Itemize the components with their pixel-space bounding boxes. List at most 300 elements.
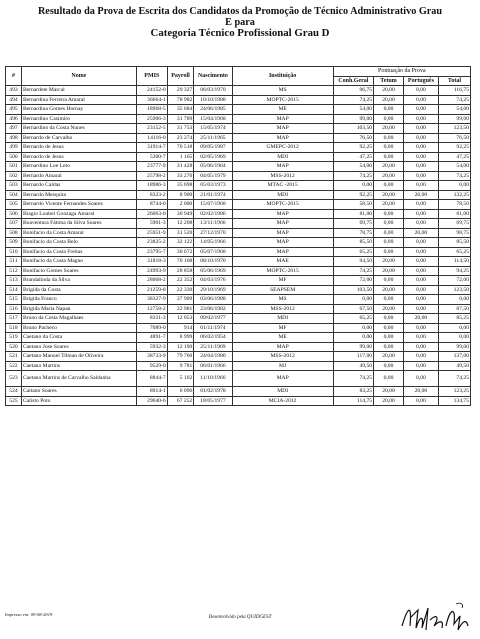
institution: MAP: [232, 209, 333, 219]
birth-date: 05/07/1968: [194, 247, 232, 257]
candidate-name: Bernardete Marcal: [21, 86, 136, 96]
signature-icon: [398, 596, 472, 636]
candidate-name: Brigida da Costa: [21, 285, 136, 295]
birth-date: 23/06/1982: [194, 304, 232, 314]
candidate-name: Calisto Poto: [21, 396, 136, 406]
candidate-name: Biagio Loubel Gonzaga Amaral: [21, 209, 136, 219]
institution: MOPTC-2015: [232, 95, 333, 105]
row-number: 509: [6, 238, 22, 248]
birth-date: 06/01/1966: [194, 361, 232, 371]
score-conh-geral: 47,25: [333, 152, 373, 162]
score-conh-geral: 0,00: [333, 181, 373, 191]
row-number: 493: [6, 86, 22, 96]
score-tetum: 0,00: [374, 238, 404, 248]
institution: MAP: [232, 342, 333, 352]
score-conh-geral: 49,50: [333, 361, 373, 371]
row-number: 507: [6, 219, 22, 229]
score-portugues: 0,00: [403, 361, 438, 371]
row-number: 498: [6, 133, 22, 143]
score-tetum: 0,00: [374, 209, 404, 219]
birth-date: 11/10/1966: [194, 371, 232, 387]
candidate-name: Bernardo de Jesus: [21, 152, 136, 162]
score-tetum: 20,00: [374, 266, 404, 276]
score-conh-geral: 114,75: [333, 396, 373, 406]
score-portugues: 0,00: [403, 342, 438, 352]
header-nome: Nome: [21, 67, 136, 86]
pmis-code: 28068-2: [136, 276, 167, 286]
score-tetum: 20,00: [374, 396, 404, 406]
header-nascimento: Nascimento: [194, 67, 232, 86]
score-conh-geral: 92,25: [333, 143, 373, 153]
table-row: [6, 86, 471, 96]
score-portugues: 0,00: [403, 133, 438, 143]
pmis-code: 14116-0: [136, 133, 167, 143]
table-row: [6, 304, 471, 314]
payroll-number: 5 102: [167, 371, 194, 387]
score-total: 0,00: [438, 181, 470, 191]
pmis-code: 38327-9: [136, 295, 167, 305]
institution: MAP: [232, 162, 333, 172]
score-total: 74,25: [438, 171, 470, 181]
score-tetum: 0,00: [374, 295, 404, 305]
birth-date: 06/02/1954: [194, 333, 232, 343]
candidate-name: Bernardina Gomes Hornay: [21, 105, 136, 115]
institution: MS: [232, 86, 333, 96]
row-number: 514: [6, 285, 22, 295]
score-conh-geral: 76,50: [333, 133, 373, 143]
institution: MSS-2012: [232, 171, 333, 181]
score-tetum: 20,00: [374, 200, 404, 210]
candidate-name: Bernardo de Carvalho: [21, 133, 136, 143]
score-total: 49,50: [438, 361, 470, 371]
row-number: 495: [6, 105, 22, 115]
table-row: [6, 219, 471, 229]
header-payroll: Payroll: [167, 67, 194, 86]
pmis-code: 4891-7: [136, 333, 167, 343]
institution: MF: [232, 276, 333, 286]
score-portugues: 0,00: [403, 219, 438, 229]
institution: ME: [232, 105, 333, 115]
score-conh-geral: 0,00: [333, 323, 373, 333]
row-number: 513: [6, 276, 22, 286]
birth-date: 04/03/1976: [194, 276, 232, 286]
row-number: 522: [6, 361, 22, 371]
candidate-name: Caitano Soares: [21, 387, 136, 397]
pmis-code: 25906-3: [136, 114, 167, 124]
row-number: 499: [6, 143, 22, 153]
payroll-number: 28 858: [167, 266, 194, 276]
pmis-code: 31914-7: [136, 143, 167, 153]
score-total: 65,25: [438, 247, 470, 257]
row-number: 516: [6, 304, 22, 314]
score-conh-geral: 103,50: [333, 285, 373, 295]
payroll-number: 70 168: [167, 257, 194, 267]
birth-date: 06/03/1970: [194, 86, 232, 96]
payroll-number: 8 900: [167, 190, 194, 200]
score-tetum: 20,00: [374, 190, 404, 200]
score-conh-geral: 103,50: [333, 124, 373, 134]
institution: MAP: [232, 124, 333, 134]
score-portugues: 0,00: [403, 181, 438, 191]
candidate-name: Bruno Pacheco: [21, 323, 136, 333]
birth-date: 25/11/1969: [194, 342, 232, 352]
score-portugues: 0,00: [403, 238, 438, 248]
score-portugues: 20,00: [403, 190, 438, 200]
score-conh-geral: 74,25: [333, 95, 373, 105]
score-portugues: 0,00: [403, 352, 438, 362]
score-tetum: 0,00: [374, 181, 404, 191]
header-pmis: PMIS: [136, 67, 167, 86]
pmis-code: 7089-0: [136, 323, 167, 333]
birth-date: 05/06/1969: [194, 266, 232, 276]
payroll-number: 79 760: [167, 352, 194, 362]
birth-date: 27/12/1970: [194, 228, 232, 238]
table-row: [6, 371, 471, 387]
row-number: 515: [6, 295, 22, 305]
pmis-code: 24993-9: [136, 266, 167, 276]
payroll-number: 30 949: [167, 209, 194, 219]
score-total: 92,25: [438, 143, 470, 153]
score-conh-geral: 99,00: [333, 114, 373, 124]
score-portugues: 0,00: [403, 276, 438, 286]
payroll-number: 8 999: [167, 333, 194, 343]
results-table: [5, 66, 471, 406]
row-number: 523: [6, 371, 22, 387]
score-tetum: 20,00: [374, 95, 404, 105]
score-tetum: 20,00: [374, 257, 404, 267]
score-portugues: 0,00: [403, 285, 438, 295]
score-conh-geral: 92,25: [333, 190, 373, 200]
pmis-code: 5300-7: [136, 152, 167, 162]
payroll-number: 29 327: [167, 86, 194, 96]
score-total: 47,25: [438, 152, 470, 162]
score-tetum: 20,00: [374, 171, 404, 181]
candidate-name: Caetano Jose Soares: [21, 342, 136, 352]
score-total: 74,25: [438, 95, 470, 105]
payroll-number: 22 352: [167, 276, 194, 286]
table-row: [6, 162, 471, 172]
table-row: [6, 333, 471, 343]
score-tetum: 0,00: [374, 219, 404, 229]
payroll-number: 78 982: [167, 95, 194, 105]
score-tetum: 20,00: [374, 86, 404, 96]
score-portugues: 20,00: [403, 228, 438, 238]
payroll-number: 6 096: [167, 387, 194, 397]
score-total: 69,75: [438, 219, 470, 229]
score-total: 0,00: [438, 295, 470, 305]
institution: MAP: [232, 133, 333, 143]
score-tetum: 20,00: [374, 124, 404, 134]
table-row: [6, 200, 471, 210]
score-portugues: 0,00: [403, 114, 438, 124]
birth-date: 05/06/1964: [194, 162, 232, 172]
score-total: 99,00: [438, 114, 470, 124]
score-tetum: 0,00: [374, 228, 404, 238]
score-portugues: 0,00: [403, 209, 438, 219]
birth-date: 09/05/1987: [194, 143, 232, 153]
birth-date: 29/10/1969: [194, 285, 232, 295]
candidate-name: Bonifacio da Costa Amaral: [21, 228, 136, 238]
birth-date: 03/06/1988: [194, 295, 232, 305]
pmis-code: 8744-0: [136, 200, 167, 210]
score-conh-geral: 96,75: [333, 86, 373, 96]
table-row: [6, 190, 471, 200]
table-row: [6, 387, 471, 397]
header-conh-geral: Conh.Geral: [333, 76, 373, 86]
birth-date: 24/06/1985: [194, 105, 232, 115]
header-portugues: Português: [403, 76, 438, 86]
table-row: [6, 114, 471, 124]
score-conh-geral: 54,00: [333, 162, 373, 172]
pmis-code: 23825-2: [136, 238, 167, 248]
table-row: [6, 285, 471, 295]
table-row: [6, 396, 471, 406]
score-tetum: 0,00: [374, 314, 404, 324]
header-pontuacao: Pontuação da Prova: [333, 67, 470, 77]
institution: MSS-2012: [232, 352, 333, 362]
payroll-number: 30 672: [167, 247, 194, 257]
row-number: 512: [6, 266, 22, 276]
table-row: [6, 105, 471, 115]
score-tetum: 0,00: [374, 371, 404, 387]
score-portugues: 0,00: [403, 323, 438, 333]
row-number: 494: [6, 95, 22, 105]
score-tetum: 0,00: [374, 143, 404, 153]
institution: GMEPC-2012: [232, 143, 333, 153]
pmis-code: 29640-6: [136, 396, 167, 406]
birth-date: 15/05/1974: [194, 124, 232, 134]
candidate-name: Bonifacio da Costa Magno: [21, 257, 136, 267]
score-portugues: 0,00: [403, 257, 438, 267]
candidate-name: Brandalinda da Silva: [21, 276, 136, 286]
score-conh-geral: 0,00: [333, 333, 373, 343]
birth-date: 09/02/1977: [194, 314, 232, 324]
payroll-number: 32 122: [167, 238, 194, 248]
birth-date: 10/10/1988: [194, 95, 232, 105]
score-conh-geral: 81,00: [333, 209, 373, 219]
candidate-name: Bernardo Mesquita: [21, 190, 136, 200]
score-conh-geral: 65,25: [333, 314, 373, 324]
developer-credit: Desenvolvido pela QUIDGEST: [208, 615, 272, 620]
table-row: [6, 133, 471, 143]
payroll-number: 22 330: [167, 285, 194, 295]
institution: MAP: [232, 114, 333, 124]
score-conh-geral: 69,75: [333, 219, 373, 229]
pmis-code: 23795-7: [136, 247, 167, 257]
institution: ME: [232, 333, 333, 343]
candidate-name: Caetano Martins de Carvalho Saldanha: [21, 371, 136, 387]
institution: MDI: [232, 152, 333, 162]
row-number: 517: [6, 314, 22, 324]
score-portugues: 20,00: [403, 387, 438, 397]
candidate-name: Bernardino da Costa Nunes: [21, 124, 136, 134]
score-tetum: 0,00: [374, 247, 404, 257]
score-tetum: 20,00: [374, 162, 404, 172]
payroll-number: 23 274: [167, 133, 194, 143]
institution: MOPTC-2015: [232, 200, 333, 210]
score-conh-geral: 0,00: [333, 295, 373, 305]
row-number: 504: [6, 190, 22, 200]
row-number: 524: [6, 387, 22, 397]
row-number: 508: [6, 228, 22, 238]
row-number: 496: [6, 114, 22, 124]
payroll-number: 9 781: [167, 361, 194, 371]
institution: MDI: [232, 314, 333, 324]
row-number: 521: [6, 352, 22, 362]
payroll-number: 33 270: [167, 171, 194, 181]
candidate-name: Bernardina Ferreira Amaral: [21, 95, 136, 105]
score-portugues: 0,00: [403, 105, 438, 115]
institution: MAP: [232, 219, 333, 229]
payroll-number: 31 428: [167, 162, 194, 172]
candidate-name: Bruno da Costa Magalhaes: [21, 314, 136, 324]
score-conh-geral: 117,00: [333, 352, 373, 362]
payroll-number: 12 053: [167, 314, 194, 324]
score-total: 72,00: [438, 276, 470, 286]
score-total: 123,50: [438, 124, 470, 134]
score-total: 85,50: [438, 238, 470, 248]
payroll-number: 1 165: [167, 152, 194, 162]
score-tetum: 0,00: [374, 152, 404, 162]
table-row: [6, 181, 471, 191]
institution: MAE: [232, 257, 333, 267]
pmis-code: 8331-3: [136, 314, 167, 324]
pmis-code: 31818-3: [136, 257, 167, 267]
score-conh-geral: 78,75: [333, 228, 373, 238]
score-total: 81,00: [438, 209, 470, 219]
score-conh-geral: 72,00: [333, 276, 373, 286]
row-number: 519: [6, 333, 22, 343]
score-total: 137,00: [438, 352, 470, 362]
table-row: [6, 124, 471, 134]
payroll-number: 22 981: [167, 304, 194, 314]
table-row: [6, 143, 471, 153]
score-total: 132,25: [438, 190, 470, 200]
score-tetum: 0,00: [374, 105, 404, 115]
score-conh-geral: 83,25: [333, 387, 373, 397]
score-total: 99,00: [438, 342, 470, 352]
category-title: Categoria Técnico Profissional Grau D: [150, 27, 330, 39]
score-total: 94,25: [438, 266, 470, 276]
pmis-code: 24152-0: [136, 86, 167, 96]
row-number: 502: [6, 171, 22, 181]
pmis-code: 18968-5: [136, 105, 167, 115]
birth-date: 25/11/1965: [194, 133, 232, 143]
table-row: [6, 152, 471, 162]
score-tetum: 0,00: [374, 333, 404, 343]
score-total: 85,25: [438, 314, 470, 324]
header-num: #: [6, 67, 22, 86]
birth-date: 14/05/1966: [194, 238, 232, 248]
table-row: [6, 323, 471, 333]
score-portugues: 0,00: [403, 371, 438, 387]
row-number: 510: [6, 247, 22, 257]
pmis-code: 5932-3: [136, 342, 167, 352]
pmis-code: 23152-5: [136, 124, 167, 134]
candidate-name: Bonifacio Gomes Soares: [21, 266, 136, 276]
table-row: [6, 342, 471, 352]
score-conh-geral: 67,50: [333, 304, 373, 314]
score-tetum: 20,00: [374, 387, 404, 397]
payroll-number: 31 520: [167, 228, 194, 238]
payroll-number: 12 190: [167, 342, 194, 352]
birth-date: 21/01/1974: [194, 190, 232, 200]
payroll-number: 67 252: [167, 396, 194, 406]
birth-date: 15/04/1968: [194, 114, 232, 124]
row-number: 500: [6, 152, 22, 162]
table-row: [6, 238, 471, 248]
candidate-name: Bernardo Amaral: [21, 171, 136, 181]
score-portugues: 0,00: [403, 162, 438, 172]
institution: MAP: [232, 238, 333, 248]
payroll-number: 70 518: [167, 143, 194, 153]
score-portugues: 0,00: [403, 266, 438, 276]
pmis-code: 26063-0: [136, 209, 167, 219]
pmis-code: 8844-7: [136, 371, 167, 387]
table-row: [6, 276, 471, 286]
score-portugues: 0,00: [403, 171, 438, 181]
score-portugues: 0,00: [403, 200, 438, 210]
score-conh-geral: 58,50: [333, 200, 373, 210]
payroll-number: 35 684: [167, 105, 194, 115]
payroll-number: 914: [167, 323, 194, 333]
score-portugues: 20,00: [403, 314, 438, 324]
candidate-name: Bernardo de Jesus: [21, 143, 136, 153]
institution: MF: [232, 323, 333, 333]
score-conh-geral: 74,25: [333, 171, 373, 181]
score-conh-geral: 54,00: [333, 105, 373, 115]
institution: MDI: [232, 190, 333, 200]
pmis-code: 36664-1: [136, 95, 167, 105]
header-tetum: Tetum: [374, 76, 404, 86]
institution: SEAPSEM: [232, 285, 333, 295]
table-row: [6, 314, 471, 324]
score-total: 0,00: [438, 323, 470, 333]
pmis-code: 8914-1: [136, 387, 167, 397]
score-conh-geral: 94,50: [333, 257, 373, 267]
score-portugues: 0,00: [403, 333, 438, 343]
printed-date: Impresso em: 09-08-2019: [5, 612, 53, 617]
institution: MAP: [232, 228, 333, 238]
table-row: [6, 247, 471, 257]
table-row: [6, 209, 471, 219]
score-tetum: 20,00: [374, 304, 404, 314]
birth-date: 13/11/1966: [194, 219, 232, 229]
row-number: 525: [6, 396, 22, 406]
institution: MJ: [232, 361, 333, 371]
table-row: [6, 95, 471, 105]
pmis-code: 5901-3: [136, 219, 167, 229]
row-number: 503: [6, 181, 22, 191]
row-number: 520: [6, 342, 22, 352]
score-total: 87,50: [438, 304, 470, 314]
payroll-number: 37 909: [167, 295, 194, 305]
table-row: [6, 352, 471, 362]
score-total: 123,50: [438, 285, 470, 295]
pmis-code: 12758-2: [136, 304, 167, 314]
pmis-code: 21259-8: [136, 285, 167, 295]
pmis-code: 38733-9: [136, 352, 167, 362]
table-row: [6, 361, 471, 371]
payroll-number: 31 789: [167, 114, 194, 124]
candidate-name: Caetano da Costa: [21, 333, 136, 343]
score-total: 78,50: [438, 200, 470, 210]
score-portugues: 0,00: [403, 86, 438, 96]
candidate-name: Bernardo Caldas: [21, 181, 136, 191]
row-number: 501: [6, 162, 22, 172]
score-portugues: 0,00: [403, 247, 438, 257]
candidate-name: Bernardo Vicente Fernandes Soares: [21, 200, 136, 210]
